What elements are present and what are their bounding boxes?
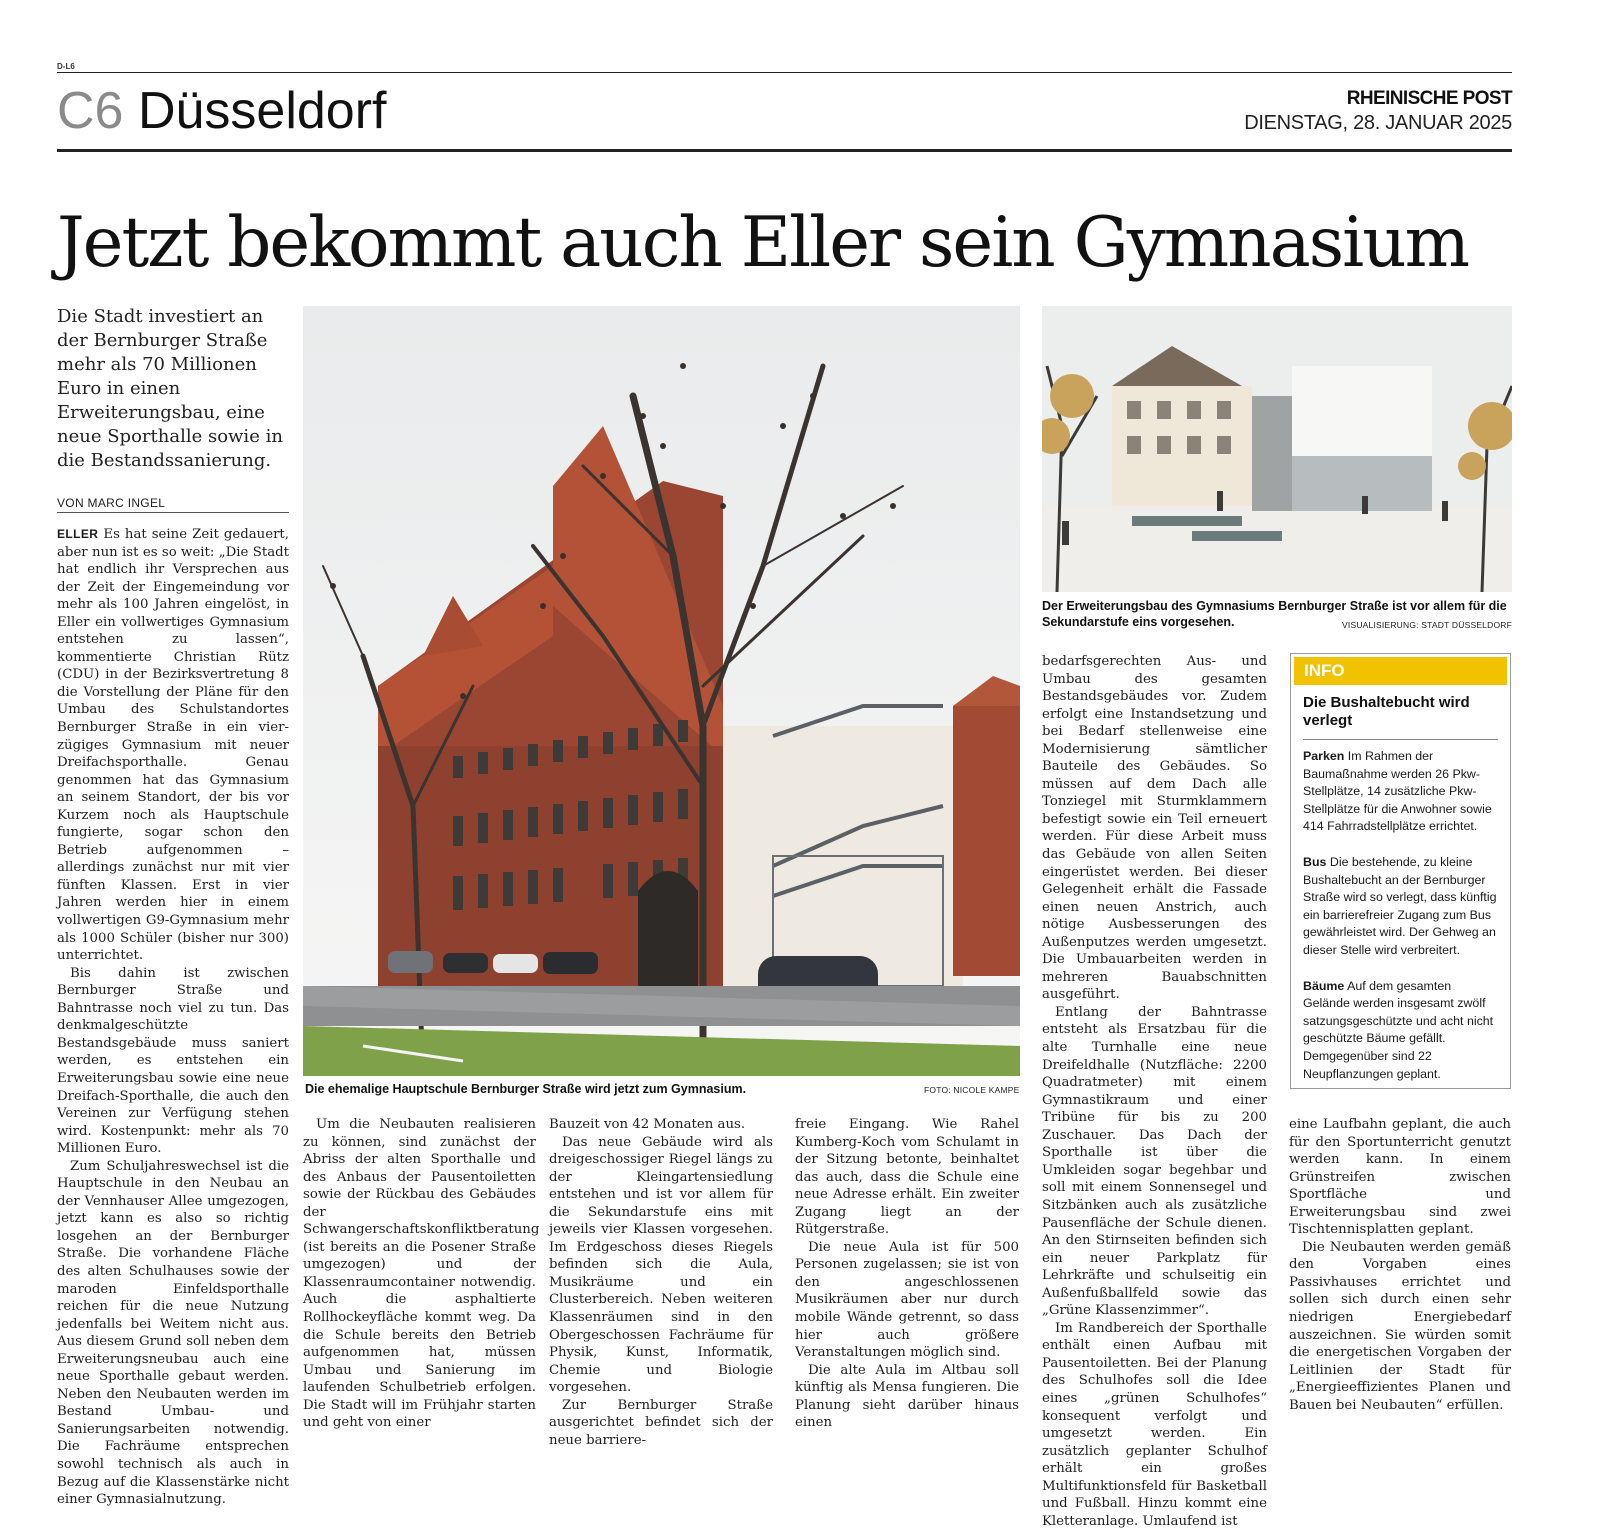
- byline-rule: [57, 512, 289, 513]
- main-photo: [303, 306, 1020, 1076]
- edition-code: D-L6: [57, 62, 75, 71]
- column-5-paragraph-2: Entlang der Bahntrasse entsteht als Ersatzbau für die alte Turnhalle eine neue Dreifeldhalle (Nutzfläche: 2200 Quadratmeter) mit einem Gymnastikraum und einer Tribüne für bis zu 200 Zuschauer. Das Dach der Sporthalle ist über die Umkleiden sogar begehbar und soll mit einem Sonnensegel und Sitzbänken auch als zusätzliche Pausenfläche der Schule dienen. An den Stirnseiten befinden sich ein neuer Parkplatz für Lehrkräfte und schulseitig ein Außenfußballfeld sowie das „Grüne Klassenzimmer“.: [1042, 1004, 1267, 1319]
- column-1-paragraph-2: Bis dahin ist zwischen Bernburger Straße und Bahntrasse noch viel zu tun. Das denkmalgeschützte Bestandsgebäude muss saniert werden, es entstehen ein Erweiterungsbau sowie eine neue Dreifach-Sporthalle, die auch den Vereinen zur Verfügung stehen wird. Kostenpunkt: mehr als 70 Millionen Euro.: [57, 965, 289, 1157]
- column-1-paragraph-1: ELLER Es hat seine Zeit gedauert, aber nun ist es so weit: „Die Stadt hat endlich ihr Versprechen aus der Zeit der Eingemeindung vor mehr als 100 Jahren eingelöst, in Eller ein vollwertiges Gymnasium entstehen zu lassen“, kommentierte Christian Rütz (CDU) in der Bezirksvertretung 8 die Vorstellung der Pläne für den Umbau des Schulstandortes Bernburger Straße in ein vier-zügiges Gymnasium mit neuer Dreifachsporthalle. Genau genommen hat das Gymnasium an seinem Standort, der bis vor Kurzem noch als Hauptschule fungierte, sogar schon den Betrieb aufgenommen – allerdings zunächst nur mit vier fünften Klassen. Erst in vier Jahren werden hier in einem vollwertigen G9-Gymnasium mehr als 1000 Schüler (bisher nur 300) unterrichtet.: [57, 527, 289, 964]
- article-column-3: [549, 1116, 773, 1449]
- column-1-paragraph-3: Zum Schuljahreswechsel ist die Hauptschule in den Neubau an der Vennhauser Allee umgezogen, jetzt kann es also so richtig losgehen an der Bernburger Straße. Die vorhandene Fläche des alten Schulhauses sowie der maroden Einfeldsporthalle reichen für die neue Nutzung jedenfalls bei Weitem nicht aus. Aus diesem Grund soll neben dem Erweiterungsneubau auch eine neue Sporthalle gebaut werden. Neben den Neubauten werden im Bestand Umbau- und Sanierungsarbeiten notwendig. Die Fachräume entsprechen sowohl technisch als auch in Bezug auf die Klassenstärke nicht einer Gymnasialnutzung.: [57, 1158, 289, 1508]
- article-column-4: [795, 1116, 1019, 1432]
- column-5-paragraph-1: bedarfsgerechten Aus- und Umbau des gesamten Bestandsgebäudes vor. Zudem erfolgt eine Instandsetzung und bei Bedarf stellenweise eine Modernisierung sämtlicher Bauteile des Gebäudes. So müssen auf dem Dach alle Tonziegel mit Sturmklammern befestigt sowie ein Teil erneuert werden. Für diese Arbeit muss das Gebäude von allen Seiten eingerüstet werden. Bei dieser Gelegenheit erhält die Fassade einen neuen Anstrich, auch nötige Ausbesserungen des Außenputzes werden umgesetzt. Die Umbauarbeiten werden in mehreren Bauabschnitten ausgeführt.: [1042, 654, 1267, 1003]
- info-title: Die Bushaltebucht wird verlegt: [1303, 694, 1470, 729]
- article-column-2: [303, 1116, 540, 1432]
- info-label: INFO: [1294, 657, 1507, 685]
- render-photo-caption: Der Erweiterungsbau des Gymnasiums Bernburger Straße ist vor allem für die Sekundarstufe eins vorgesehen.: [1042, 599, 1507, 629]
- main-photo-caption: Die ehemalige Hauptschule Bernburger Straße wird jetzt zum Gymnasium.: [305, 1082, 747, 1096]
- dateline: ELLER: [57, 527, 99, 541]
- lead-paragraph: Die Stadt investiert an der Bernburger Straße mehr als 70 Millionen Euro in einen Erweiterungsbau, eine neue Sporthalle sowie in die Bestandssanierung.: [57, 306, 283, 471]
- article-column-6: [1289, 1116, 1511, 1414]
- article-column-1: [57, 526, 289, 1509]
- byline: VON MARC INGEL: [57, 496, 166, 510]
- info-box: [1290, 653, 1511, 1089]
- column-3-paragraph-2: Das neue Gebäude wird als dreigeschossiger Riegel längs zu der Kleingartensiedlung entstehen und ist vor allem für die Sekundarstufe eins mit jeweils vier Klassen vorgesehen. Im Erdgeschoss dieses Riegels befinden sich die Aula, Musikräume und ein Clusterbereich. Neben weiteren Klassenräumen sind in den Obergeschossen Fachräume für Physik, Kunst, Informatik, Chemie und Biologie vorgesehen.: [549, 1134, 773, 1396]
- main-photo-credit: FOTO: NICOLE KAMPE: [924, 1085, 1020, 1095]
- column-2-paragraph-1: Um die Neubauten realisieren zu können, sind zunächst der Abriss der alten Sporthalle und des Anbaus der Pausentoiletten sowie der Rückbau des Gebäudes der Schwangerschaftskonfliktberatung (ist bereits an die Posener Straße umgezogen) und der Klassenraumcontainer notwendig. Auch die asphaltierte Rollhockeyfläche kommt weg. Da die Schule bereits den Betrieb aufgenommen hat, müssen Umbau und Sanierung im laufenden Schulbetrieb erfolgen. Die Stadt will im Frühjahr starten und geht von einer: [303, 1117, 540, 1431]
- column-5-paragraph-3: Im Randbereich der Sporthalle enthält einen Aufbau mit Pausentoiletten. Bei der Planung des Schulhofes soll die Idee eines „grünen Schulhofes“ konsequent verfolgt und umgesetzt werden. Ein zusätzlich geplanter Schulhof erhält ein großes Multifunktionsfeld für Basketball und Fußball. Hinzu kommt eine Kletteranlage. Umlaufend ist: [1042, 1320, 1267, 1529]
- headline: Jetzt bekommt auch Eller sein Gymnasium: [57, 203, 1469, 283]
- info-item-parking: Parken Im Rahmen der Baumaßnahme werden 26 Pkw-Stellplätze, 14 zusätzliche Pkw-Stellplätze für die Anwohner sowie 414 Fahrradstellplätze errichtet.: [1303, 749, 1492, 834]
- info-item-trees: Bäume Auf dem gesamten Gelände werden insgesamt zwölf satzungsgeschützte und acht nicht geschützte Bäume gefällt. Demgegenüber sind 22 Neupflanzungen geplant.: [1303, 978, 1494, 1081]
- top-rule: [57, 72, 1512, 73]
- section-title: [57, 80, 387, 142]
- column-6-paragraph-1: eine Laufbahn geplant, die auch für den Sportunterricht genutzt werden kann. In einem Grünstreifen zwischen Sportfläche und Erweiterungsbau sind zwei Tischtennisplatten geplant.: [1289, 1117, 1511, 1238]
- column-3-paragraph-3: Zur Bernburger Straße ausgerichtet befindet sich der neue barriere-: [549, 1397, 773, 1448]
- school-building-photo: [303, 306, 1020, 1076]
- info-item-bus: Bus Die bestehende, zu kleine Bushaltebucht an der Bernburger Straße wird so verlegt, dass künftig ein barrierefreier Zugang zum Bus gewährleistet wird. Der Gehweg an dieser Stelle wird verbreitert.: [1303, 854, 1497, 957]
- issue-date: DIENSTAG, 28. JANUAR 2025: [1244, 112, 1512, 134]
- info-divider: [1303, 739, 1498, 740]
- column-4-paragraph-3: Die alte Aula im Altbau soll künftig als Mensa fungieren. Die Planung sieht darüber hinaus einen: [795, 1362, 1019, 1431]
- section-name: Düsseldorf: [137, 82, 387, 140]
- extension-visualisation: [1042, 306, 1512, 592]
- article-column-5: [1042, 653, 1267, 1530]
- page-number: C6: [57, 82, 124, 140]
- column-3-paragraph-1: Bauzeit von 42 Monaten aus.: [549, 1117, 746, 1132]
- column-4-paragraph-1: freie Eingang. Wie Rahel Kumberg-Koch vom Schulamt in der Sitzung betonte, beinhaltet das auch, dass die Schule eine neue Adresse erhält. Ein zweiter Zugang liegt an der Rütgerstraße.: [795, 1117, 1019, 1238]
- newspaper-name: RHEINISCHE POST: [1346, 88, 1512, 109]
- render-photo-credit: VISUALISIERUNG: STADT DÜSSELDORF: [1342, 620, 1512, 630]
- render-photo: [1042, 306, 1512, 592]
- column-4-paragraph-2: Die neue Aula ist für 500 Personen zugelassen; sie ist von den angeschlossenen Musikräumen aber nur durch mobile Wände getrennt, so dass hier auch größere Veranstaltungen möglich sind.: [795, 1239, 1019, 1361]
- masthead-rule: [57, 149, 1512, 152]
- column-6-paragraph-2: Die Neubauten werden gemäß den Vorgaben eines Passivhauses errichtet und sollen sich durch einen sehr niedrigen Energiebedarf auszeichnen. Sie würden somit die energetischen Vorgaben der Leitlinien der Stadt für „Energieeffizientes Planen und Bauen bei Neubauten“ erfüllen.: [1289, 1239, 1511, 1413]
